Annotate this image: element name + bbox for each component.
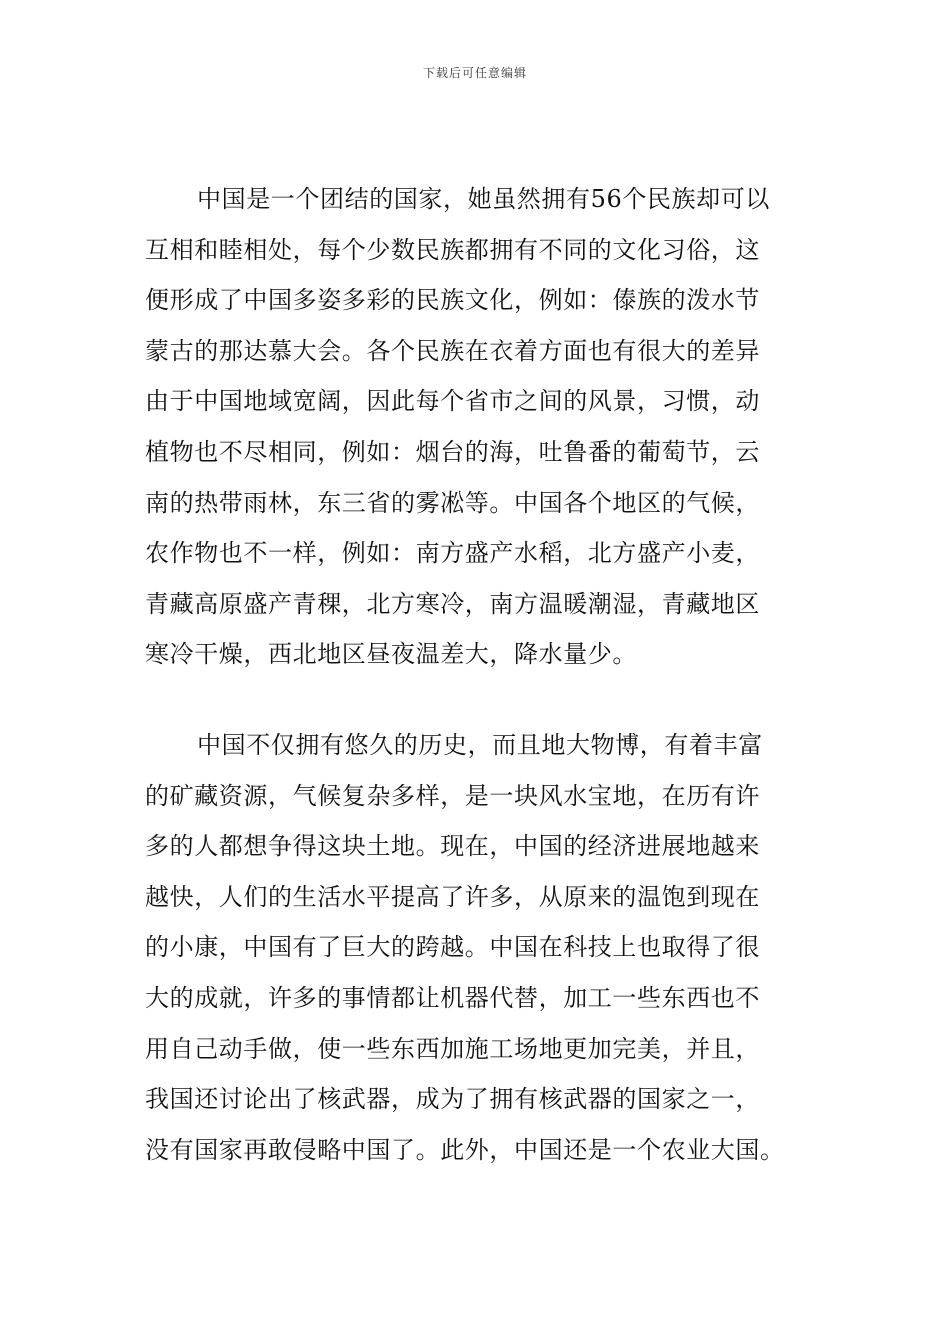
- paragraph-line: 没有国家再敢侵略中国了。此外，中国还是一个农业大国。: [145, 1135, 785, 1164]
- paragraph-line: 用自己动手做，使一些东西加施工场地更加完美，并且，: [145, 1034, 760, 1063]
- paragraph-line: 互相和睦相处，每个少数民族都拥有不同的文化习俗，这: [145, 235, 760, 264]
- paragraph-line: 中国是一个团结的国家，她虽然拥有56个民族却可以: [197, 185, 770, 213]
- paragraph-line: 南的热带雨林，东三省的雾凇等。中国各个地区的气候，: [145, 488, 760, 517]
- paragraph-line: 寒冷干燥，西北地区昼夜温差大，降水量少。: [145, 640, 637, 669]
- paragraph-1: [145, 174, 807, 680]
- paragraph-line: 青藏高原盛产青稞，北方寒冷，南方温暖潮湿，青藏地区: [145, 589, 760, 618]
- paragraph-line: 农作物也不一样，例如：南方盛产水稻，北方盛产小麦，: [145, 539, 760, 568]
- paragraph-line: 越快，人们的生活水平提高了许多，从原来的温饱到现在: [145, 882, 760, 911]
- paragraph-line: 便形成了中国多姿多彩的民族文化，例如：傣族的泼水节: [145, 286, 760, 315]
- paragraph-2: [145, 720, 807, 1175]
- paragraph-line: 的小康，中国有了巨大的跨越。中国在科技上也取得了很: [145, 933, 760, 962]
- paragraph-line: 由于中国地域宽阔，因此每个省市之间的风景，习惯，动: [145, 387, 760, 416]
- paragraph-line: 我国还讨论出了核武器，成为了拥有核武器的国家之一，: [145, 1085, 760, 1114]
- paragraph-line: 多的人都想争得这块土地。现在，中国的经济进展地越来: [145, 832, 760, 861]
- paragraph-line: 大的成就，许多的事情都让机器代替，加工一些东西也不: [145, 983, 760, 1012]
- paragraph-line: 植物也不尽相同，例如：烟台的海，吐鲁番的葡萄节，云: [145, 437, 760, 466]
- paragraph-line: 中国不仅拥有悠久的历史，而且地大物博，有着丰富: [197, 731, 763, 759]
- paragraph-line: 的矿藏资源，气候复杂多样，是一块风水宝地，在历有许: [145, 781, 760, 810]
- paragraph-line: 蒙古的那达慕大会。各个民族在衣着方面也有很大的差异: [145, 336, 760, 365]
- header-note: 下载后可任意编辑: [422, 66, 527, 80]
